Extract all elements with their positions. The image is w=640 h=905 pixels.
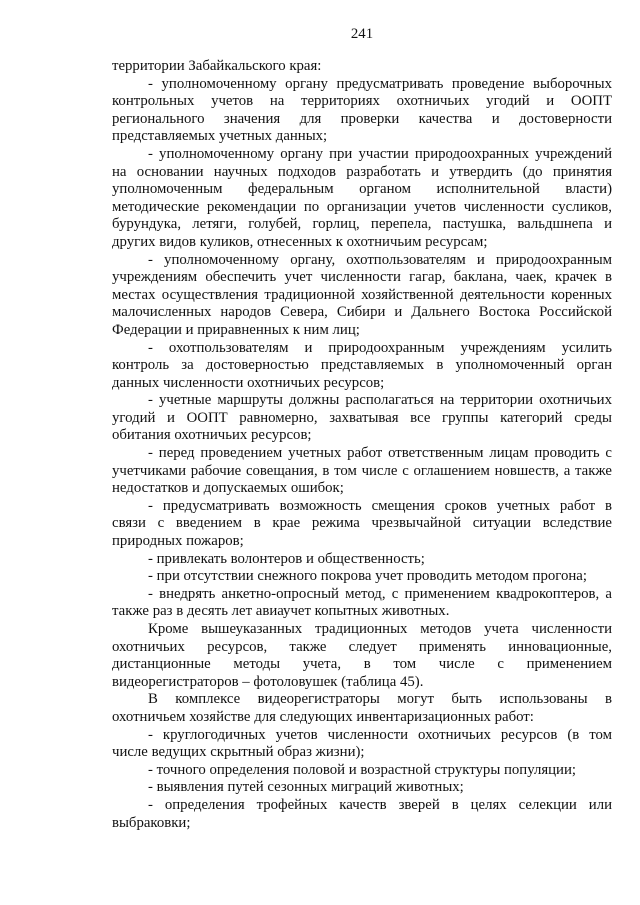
paragraph (112, 146, 612, 252)
text-line: учетчиками рабочие совещания, в том числе с оглашением новшеств, а также (112, 462, 612, 479)
text-line: также раз в десять лет авиаучет копытных животных. (112, 603, 450, 620)
text-line: - уполномоченному органу, охотпользователям и природоохранным (148, 251, 612, 268)
text-line: данных численности охотничьих ресурсов; (112, 374, 385, 391)
text-line: территории Забайкальского края: (112, 58, 322, 74)
text-line: - точного определения половой и возрастной структуры популяции; (148, 761, 576, 778)
text-line: - охотпользователям и природоохранным учреждениям усилить (148, 339, 612, 356)
text-line: видеорегистраторов – фотоловушек (таблица 45). (112, 673, 424, 690)
text-line: - внедрять анкетно-опросный метод, с применением квадрокоптеров, а (148, 585, 612, 602)
text-line: охотничьих ресурсов, также следует применять инновационные, (112, 638, 612, 655)
text-line: обитания охотничьих ресурсов; (112, 427, 312, 444)
text-line: Федерации и приравненных к ним лиц; (112, 321, 360, 338)
text-line: - уполномоченному органу при участии природоохранных учреждений (148, 145, 612, 162)
text-line: регионального значения для проверки качества и достоверности (112, 110, 612, 127)
text-line: выбраковки; (112, 814, 191, 831)
paragraph (112, 58, 612, 76)
document-body (112, 58, 612, 832)
text-line: - предусматривать возможность смещения сроков учетных работ в (148, 497, 612, 514)
text-line: - круглогодичных учетов численности охотничьих ресурсов (в том (148, 726, 612, 743)
text-line: контрольных учетов на территориях охотничьих угодий и ООПТ (112, 93, 612, 110)
paragraph (112, 76, 612, 146)
text-line: - привлекать волонтеров и общественность; (148, 550, 425, 567)
text-line: на основании научных подходов разработать и утвердить (до принятия (112, 163, 612, 180)
text-line: бурундука, летяги, голубей, горлиц, перепела, пастушка, вальдшнепа и (112, 216, 612, 233)
text-line: местах осуществления традиционной хозяйственной деятельности коренных (112, 286, 612, 303)
paragraph (112, 779, 612, 797)
text-line: связи с введением в крае режима чрезвычайной ситуации вследствие (112, 515, 612, 532)
paragraph (112, 797, 612, 832)
text-line: природных пожаров; (112, 533, 244, 550)
text-line: охотничьем хозяйстве для следующих инвентаризационных работ: (112, 708, 534, 725)
text-line: - перед проведением учетных работ ответственным лицам проводить с (148, 445, 612, 462)
text-line: контроль за достоверностью представляемых в уполномоченный орган (112, 357, 612, 374)
text-line: учреждениям обеспечить учет численности гагар, баклана, чаек, крачек в (112, 269, 612, 286)
page-number: 241 (350, 26, 374, 42)
paragraph (112, 445, 612, 498)
text-line: В комплексе видеорегистраторы могут быть использованы в (148, 691, 612, 708)
text-line: методические рекомендации по организации учетов численности сусликов, (112, 198, 612, 215)
text-line: - при отсутствии снежного покрова учет проводить методом прогона; (148, 568, 587, 585)
text-line: недостатков и допускаемых ошибок; (112, 480, 344, 497)
text-line: уполномоченным федеральным органом исполнительной власти) (112, 181, 612, 198)
paragraph (112, 621, 612, 691)
paragraph (112, 498, 612, 551)
text-line: малочисленных народов Севера, Сибири и Дальнего Востока Российской (112, 304, 612, 321)
text-line: дистанционные методы учета, в том числе с применением (112, 656, 612, 673)
text-line: других видов куликов, отнесенных к охотничьим ресурсам; (112, 233, 488, 250)
text-line: - выявления путей сезонных миграций животных; (148, 779, 464, 796)
paragraph (112, 252, 612, 340)
text-line: представляемых учетных данных; (112, 128, 328, 145)
paragraph (112, 568, 612, 586)
paragraph (112, 551, 612, 569)
paragraph (112, 762, 612, 780)
text-line: угодий и ООПТ равномерно, захватывая все группы категорий среды (112, 409, 612, 426)
paragraph (112, 691, 612, 726)
paragraph (112, 586, 612, 621)
text-line: - определения трофейных качеств зверей в целях селекции или (148, 796, 612, 813)
text-line: - учетные маршруты должны располагаться на территории охотничьих (148, 392, 612, 409)
text-line: Кроме вышеуказанных традиционных методов учета численности (148, 621, 612, 637)
paragraph (112, 340, 612, 393)
text-line: числе ведущих скрытный образ жизни); (112, 744, 365, 761)
paragraph (112, 392, 612, 445)
paragraph (112, 727, 612, 762)
text-line: - уполномоченному органу предусматривать проведение выборочных (148, 75, 612, 92)
